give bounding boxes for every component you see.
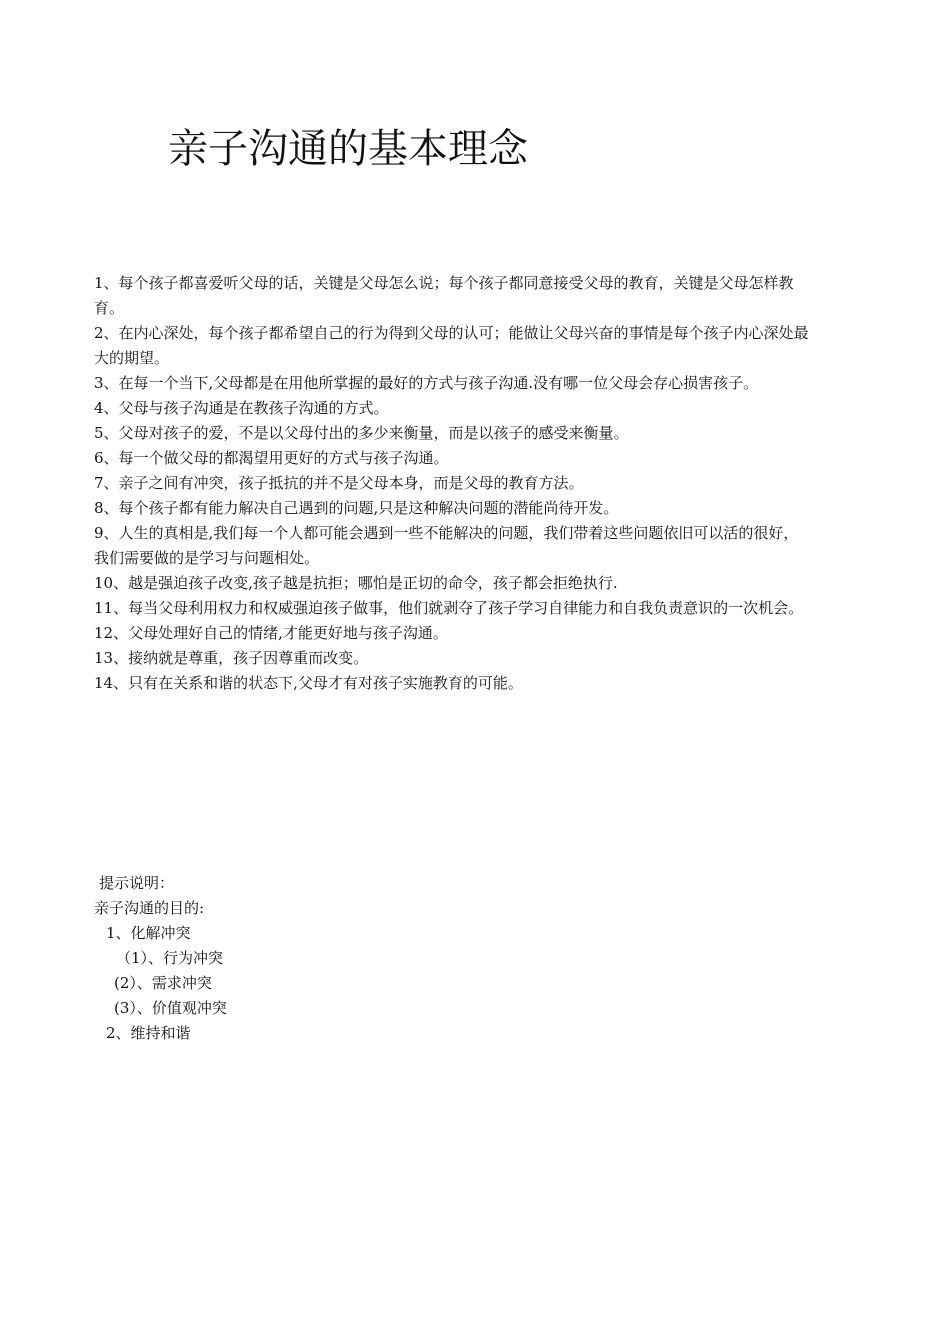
principle-item: 8、每个孩子都有能力解决自己遇到的问题,只是这种解决问题的潜能尚待开发。 [94,499,619,517]
principle-item: 4、父母与孩子沟通是在教孩子沟通的方式。 [94,399,389,417]
principle-item: 13、接纳就是尊重，孩子因尊重而改变。 [94,649,369,667]
notes-heading: 提示说明： [99,874,175,892]
outline-subitem: （1）、行为冲突 [116,949,224,967]
principles-list [94,271,810,696]
principle-item: 6、每一个做父母的都渴望用更好的方式与孩子沟通。 [94,449,449,467]
principle-item: 14、只有在关系和谐的状态下,父母才有对孩子实施教育的可能。 [94,674,523,692]
outline-item: 2、维持和谐 [106,1024,191,1042]
principle-item: 11、每当父母利用权力和权威强迫孩子做事，他们就剥夺了孩子学习自律能力和自我负责意识的一次机会。 [94,599,804,617]
principle-item: 12、父母处理好自己的情绪,才能更好地与孩子沟通。 [94,624,448,642]
outline-subitem: (2）、需求冲突 [114,974,212,992]
principle-item: 1、每个孩子都喜爱听父母的话，关键是父母怎么说；每个孩子都同意接受父母的教育，关键是父母怎样教育。 [94,274,794,317]
principle-item: 7、亲子之间有冲突，孩子抵抗的并不是父母本身，而是父母的教育方法。 [94,474,584,492]
purpose-label: 亲子沟通的目的: [94,899,205,917]
principle-item: 5、父母对孩子的爱，不是以父母付出的多少来衡量，而是以孩子的感受来衡量。 [94,424,629,442]
principle-item: 10、越是强迫孩子改变,孩子越是抗拒；哪怕是正切的命令，孩子都会拒绝执行. [94,574,618,592]
principle-item: 9、人生的真相是,我们每一个人都可能会遇到一些不能解决的问题，我们带着这些问题依旧可以活的很好，我们需要做的是学习与问题相处。 [94,524,799,567]
outline-subitem: (3）、价值观冲突 [114,999,227,1017]
principle-item: 3、在每一个当下,父母都是在用他所掌握的最好的方式与孩子沟通.没有哪一位父母会存心损害孩子。 [94,374,759,392]
page-title: 亲子沟通的基本理念 [168,126,528,172]
notes-section [94,871,227,1046]
principle-item: 2、在内心深处，每个孩子都希望自己的行为得到父母的认可；能做让父母兴奋的事情是每个孩子内心深处最大的期望。 [94,324,809,367]
outline-item: 1、化解冲突 [106,924,191,942]
